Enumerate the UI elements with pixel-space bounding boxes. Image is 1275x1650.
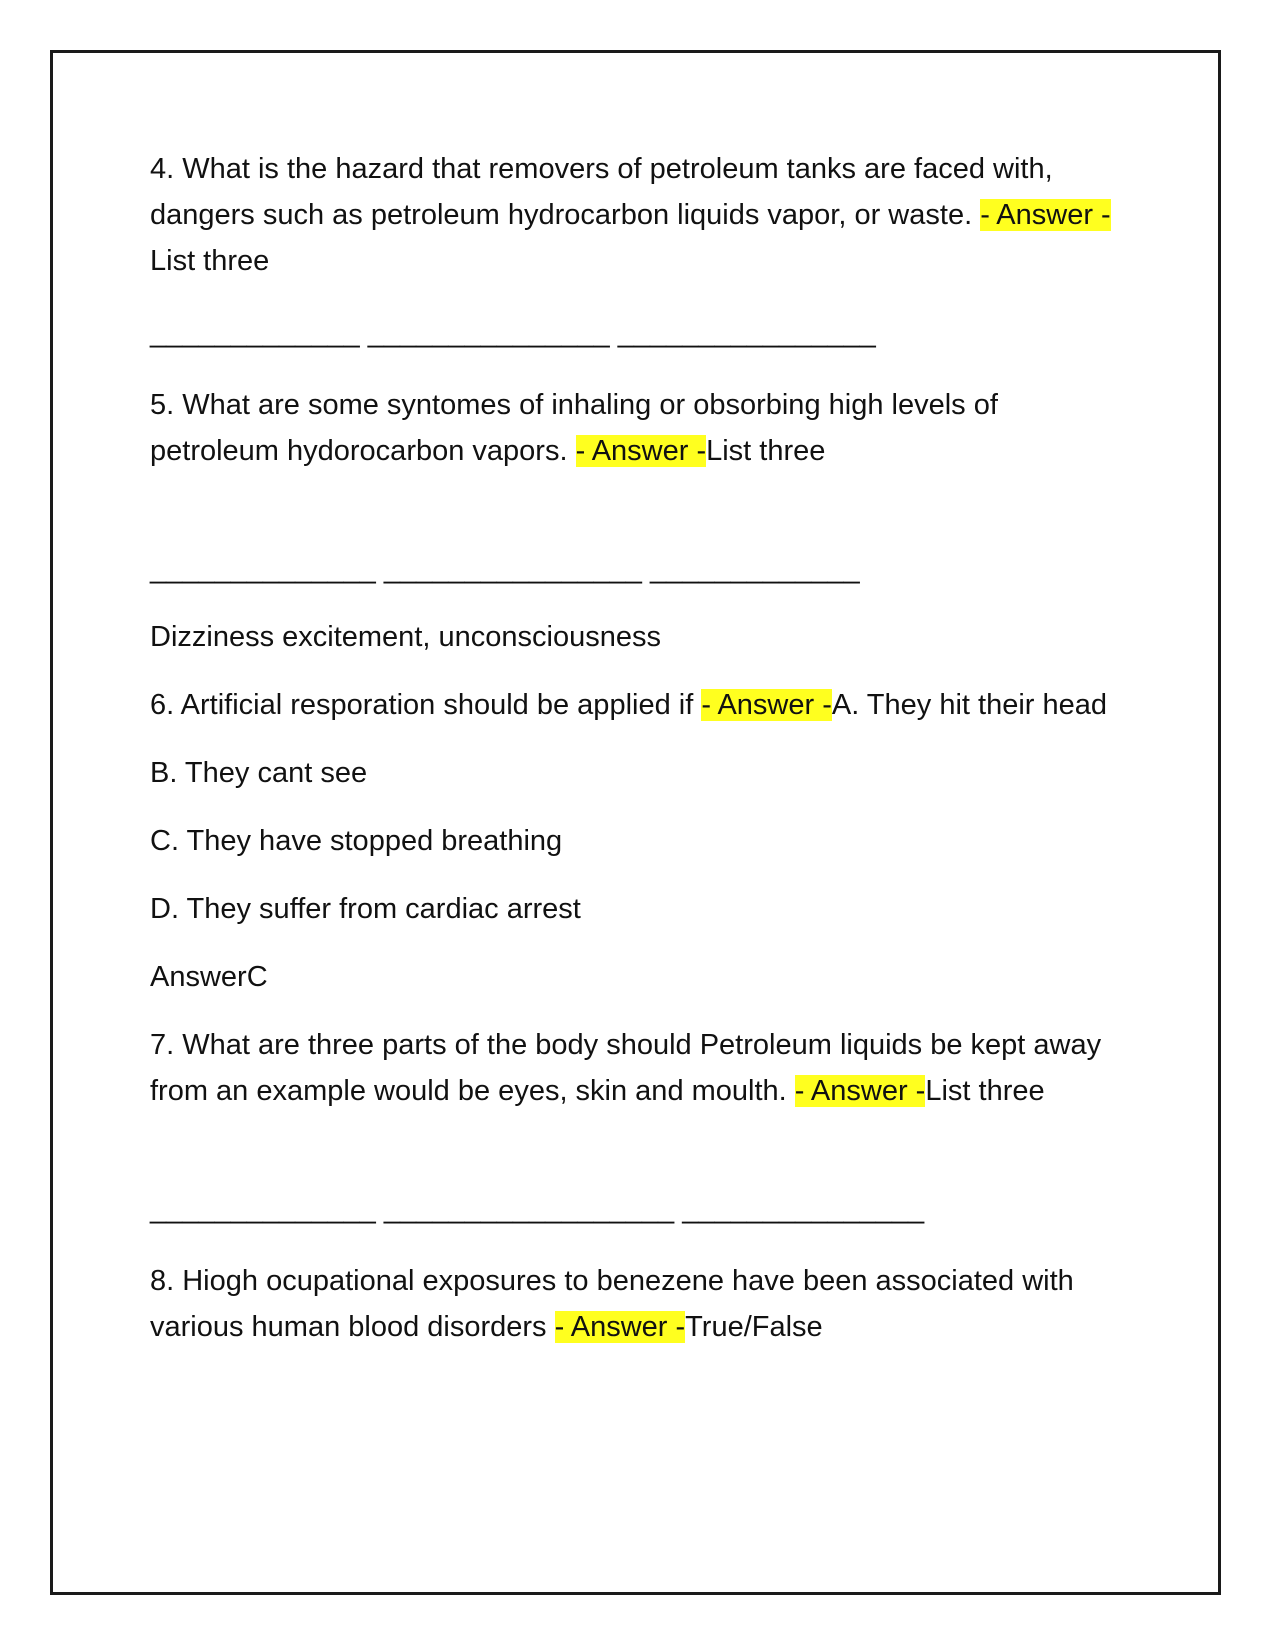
question-5	[150, 382, 1130, 474]
question-7	[150, 1022, 1130, 1114]
blank-line: ________________	[383, 553, 642, 585]
blank-line: _____________	[650, 553, 860, 585]
answer-blanks-5	[150, 546, 1130, 592]
option-b: B. They cant see	[150, 757, 368, 789]
blank-line: _______________	[682, 1193, 925, 1225]
question-7-answer: List three	[925, 1075, 1045, 1107]
blank-line: __________________	[383, 1193, 675, 1225]
document-body	[150, 146, 1130, 1350]
question-4-answer: List three	[150, 245, 270, 277]
question-7-text: 7. What are three parts of the body should Petroleum liquids be kept away from an example would be eyes, skin and moulth.	[150, 1029, 1102, 1107]
blank-line: ______________	[150, 553, 376, 585]
question-4-answer-marker: - Answer -	[980, 199, 1111, 231]
question-8-answer: True/False	[685, 1311, 823, 1343]
question-4-text: 4. What is the hazard that removers of petroleum tanks are faced with, dangers such as petroleum hydrocarbon liquids vapor, or waste.	[150, 153, 1053, 231]
question-6-answer: A. They hit their head	[831, 689, 1107, 721]
question-6	[150, 682, 1130, 728]
question-8-text: 8. Hiogh ocupational exposures to benezene have been associated with various human blood disorders	[150, 1265, 1074, 1343]
option-d: D. They suffer from cardiac arrest	[150, 893, 581, 925]
answer-blanks-7	[150, 1186, 1130, 1232]
blank-line: ________________	[617, 317, 876, 349]
question-7-answer-marker: - Answer -	[794, 1075, 926, 1107]
question-6-text: 6. Artificial resporation should be applied if	[150, 689, 702, 721]
question-6-answer-marker: - Answer -	[701, 689, 832, 721]
question-8	[150, 1258, 1130, 1350]
question-5-text: 5. What are some syntomes of inhaling or obsorbing high levels of petroleum hydorocarbon vapors.	[150, 389, 998, 467]
option-c: C. They have stopped breathing	[150, 825, 563, 857]
answer-key: AnswerC	[150, 961, 268, 993]
question-5-response: Dizziness excitement, unconsciousness	[150, 621, 661, 653]
answer-blanks-4	[150, 310, 1130, 356]
question-4	[150, 146, 1130, 284]
blank-line: _______________	[367, 317, 610, 349]
question-5-answer-marker: - Answer -	[575, 435, 707, 467]
question-8-answer-marker: - Answer -	[554, 1311, 686, 1343]
blank-line: _____________	[150, 317, 360, 349]
question-5-answer: List three	[706, 435, 826, 467]
blank-line: ______________	[150, 1193, 376, 1225]
